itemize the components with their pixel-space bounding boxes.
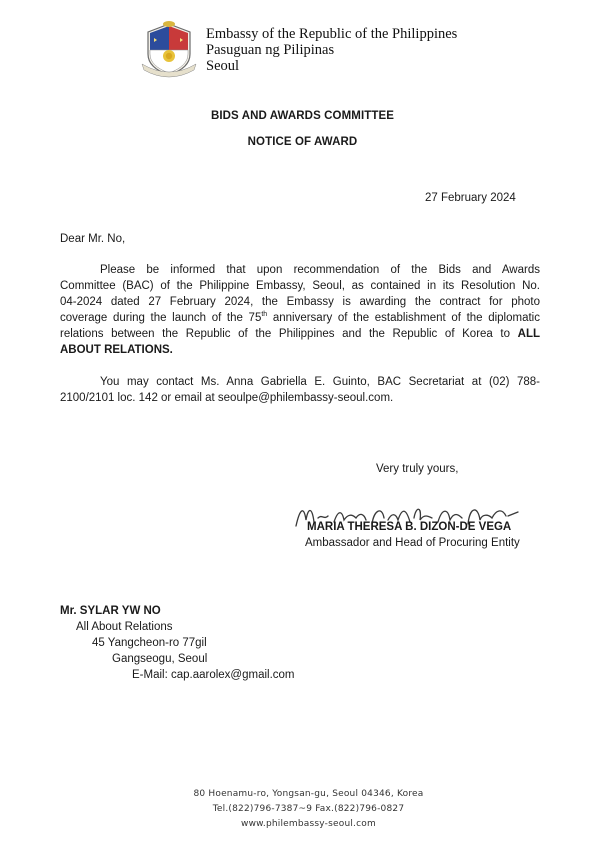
body-paragraph-contact xyxy=(60,374,540,406)
paragraph-line: 04-2024 dated 27 February 2024, the Embassy is awarding the contract for photo xyxy=(60,296,540,308)
signatory-name: MARIA THERESA B. DIZON-DE VEGA xyxy=(307,521,512,533)
paragraph-line: Committee (BAC) of the Philippine Embassy, Seoul, as contained in its Resolution No. xyxy=(60,280,540,292)
paragraph-line: Please be informed that upon recommendation of the Bids and Awards xyxy=(100,264,540,276)
committee-heading: BIDS AND AWARDS COMMITTEE xyxy=(210,110,395,122)
embassy-name-english: Embassy of the Republic of the Philippines xyxy=(206,26,458,42)
recipient-company: All About Relations xyxy=(76,621,173,633)
body-paragraph-award xyxy=(60,262,540,358)
recipient-city: Gangseogu, Seoul xyxy=(112,653,208,665)
letter-date: 27 February 2024 xyxy=(425,192,516,204)
philippine-seal-icon xyxy=(140,20,198,78)
signatory-title: Ambassador and Head of Procuring Entity xyxy=(305,537,520,549)
paragraph-line xyxy=(60,326,540,342)
salutation: Dear Mr. No, xyxy=(60,233,126,245)
paragraph-line xyxy=(60,342,540,358)
recipient-email: E-Mail: cap.aarolex@gmail.com xyxy=(132,669,295,681)
line-text: anniversary of the establishment of the diplomatic xyxy=(267,312,540,324)
paragraph-line: 2100/2101 loc. 142 or email at seoulpe@philembassy-seoul.com. xyxy=(60,392,394,404)
recipient-name: Mr. SYLAR YW NO xyxy=(60,605,161,617)
line-text: relations between the Republic of the Philippines and the Republic of Korea to xyxy=(60,328,518,340)
awardee-name-bold: ALL xyxy=(517,328,540,340)
embassy-city: Seoul xyxy=(206,58,240,74)
ordinal-suffix: th xyxy=(261,311,268,318)
paragraph-line xyxy=(60,310,540,326)
embassy-name-filipino: Pasuguan ng Pilipinas xyxy=(206,42,335,58)
awardee-name-bold: ABOUT RELATIONS. xyxy=(60,344,173,356)
footer-address: 80 Hoenamu-ro, Yongsan-gu, Seoul 04346, Korea xyxy=(193,789,424,799)
line-text: coverage during the launch of the 75 xyxy=(60,312,262,324)
paragraph-line: You may contact Ms. Anna Gabriella E. Guinto, BAC Secretariat at (02) 788- xyxy=(100,376,540,388)
document-title: NOTICE OF AWARD xyxy=(247,136,358,148)
footer-website: www.philembassy-seoul.com xyxy=(241,819,376,829)
complimentary-close: Very truly yours, xyxy=(376,463,459,475)
letterhead xyxy=(206,26,457,74)
recipient-street: 45 Yangcheon-ro 77gil xyxy=(92,637,207,649)
footer-phone-fax: Tel.(822)796-7387~9 Fax.(822)796-0827 xyxy=(212,804,405,814)
